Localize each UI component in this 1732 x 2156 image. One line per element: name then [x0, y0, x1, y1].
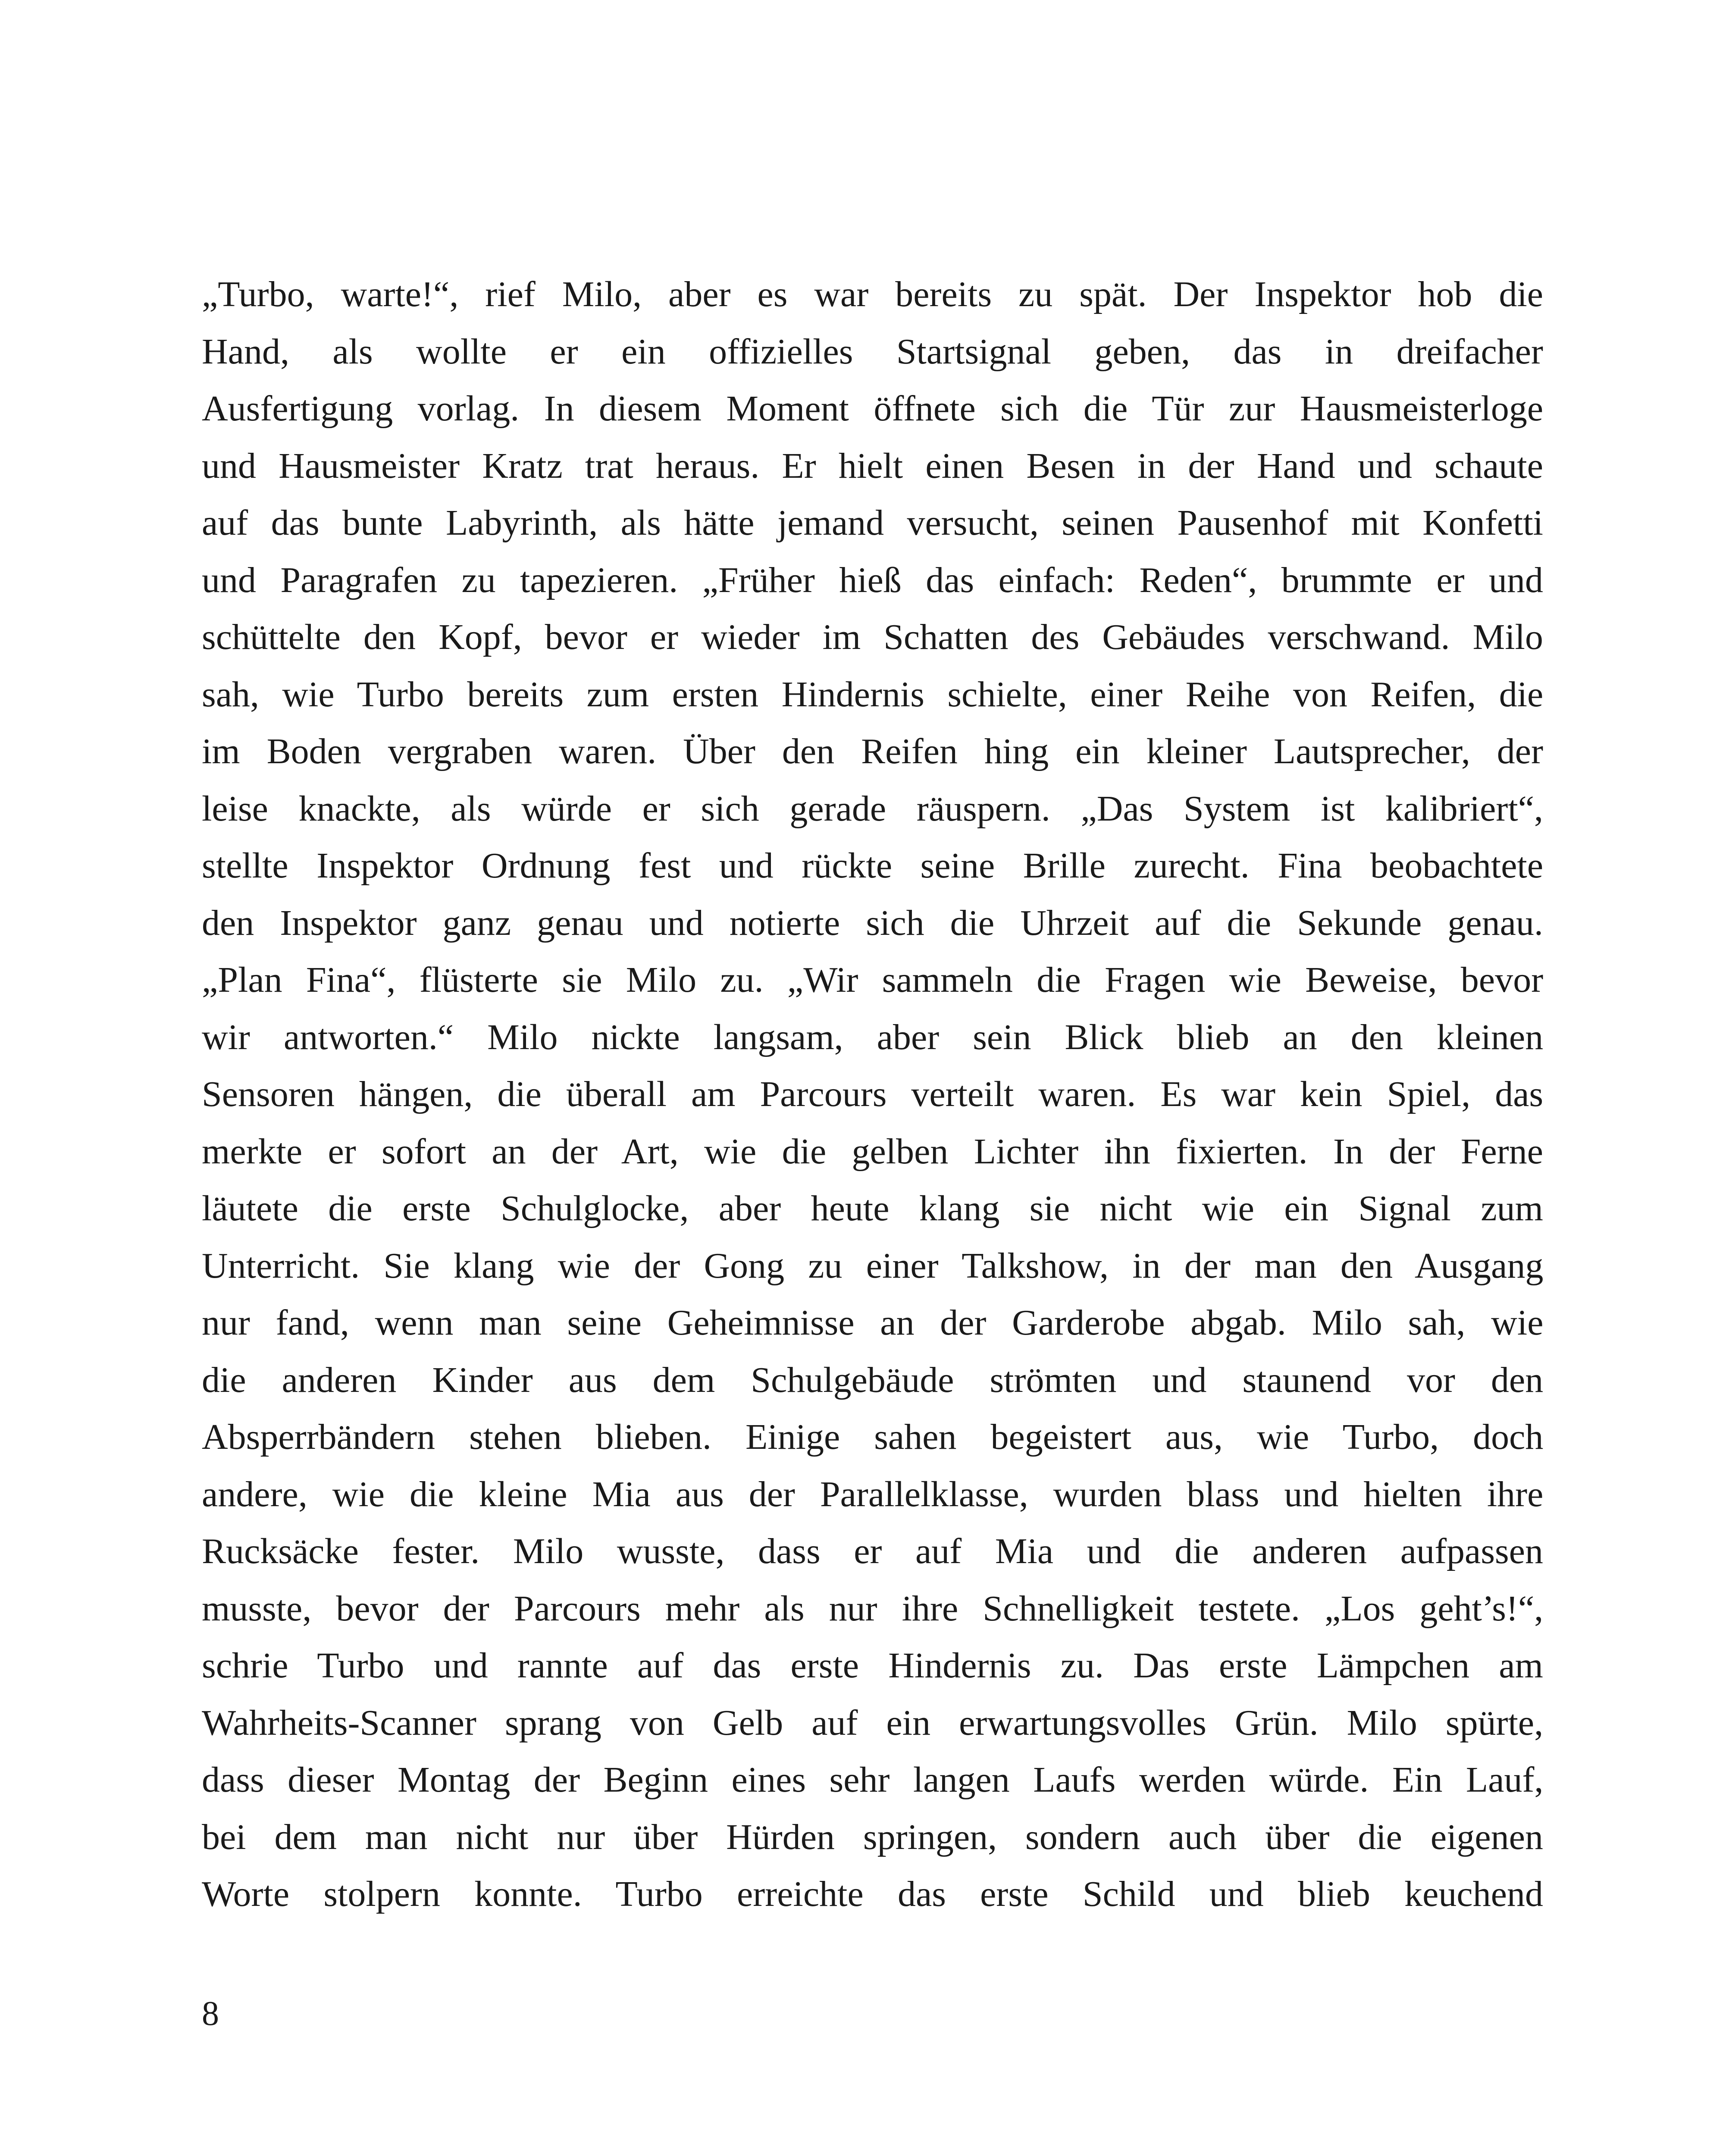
- text-line: den Inspektor ganz genau und notierte sich die Uhrzeit auf die Sekunde genau.: [202, 903, 1543, 943]
- text-line: Hand, als wollte er ein offizielles Startsignal geben, das in dreifacher: [202, 331, 1543, 372]
- text-line: und Hausmeister Kratz trat heraus. Er hielt einen Besen in der Hand und schaute: [202, 445, 1543, 486]
- text-line: schüttelte den Kopf, bevor er wieder im Schatten des Gebäudes verschwand. Milo: [202, 617, 1543, 657]
- text-line: wir antworten.“ Milo nickte langsam, aber sein Blick blieb an den kleinen: [202, 1017, 1544, 1057]
- text-line: musste, bevor der Parcours mehr als nur ihre Schnelligkeit testete. „Los geht’s!“,: [202, 1588, 1544, 1629]
- text-line: und Paragrafen zu tapezieren. „Früher hieß das einfach: Reden“, brummte er und: [202, 560, 1543, 600]
- text-line: läutete die erste Schulglocke, aber heute klang sie nicht wie ein Signal zum: [202, 1188, 1543, 1228]
- text-line: Ausfertigung vorlag. In diesem Moment öffnete sich die Tür zur Hausmeisterloge: [202, 389, 1544, 429]
- text-line: bei dem man nicht nur über Hürden springen, sondern auch über die eigenen: [202, 1817, 1543, 1857]
- text-line: merkte er sofort an der Art, wie die gelben Lichter ihn fixierten. In der Ferne: [202, 1131, 1544, 1172]
- text-line: Sensoren hängen, die überall am Parcours verteilt waren. Es war kein Spiel, das: [202, 1074, 1544, 1114]
- text-line: Rucksäcke fester. Milo wusste, dass er auf Mia und die anderen aufpassen: [202, 1531, 1543, 1571]
- text-line: nur fand, wenn man seine Geheimnisse an der Garderobe abgab. Milo sah, wie: [202, 1303, 1544, 1343]
- text-line: andere, wie die kleine Mia aus der Parallelklasse, wurden blass und hielten ihre: [202, 1474, 1544, 1514]
- text-line: die anderen Kinder aus dem Schulgebäude strömten und staunend vor den: [202, 1360, 1544, 1400]
- text-line: Absperrbändern stehen blieben. Einige sahen begeistert aus, wie Turbo, doch: [202, 1417, 1544, 1457]
- text-line: im Boden vergraben waren. Über den Reifen hing ein kleiner Lautsprecher, der: [202, 731, 1544, 771]
- text-line: sah, wie Turbo bereits zum ersten Hindernis schielte, einer Reihe von Reifen, die: [202, 674, 1544, 714]
- text-line: „Turbo, warte!“, rief Milo, aber es war bereits zu spät. Der Inspektor hob die: [202, 274, 1544, 314]
- text-line: dass dieser Montag der Beginn eines sehr langen Laufs werden würde. Ein Lauf,: [202, 1760, 1544, 1800]
- text-line: Wahrheits-Scanner sprang von Gelb auf ein erwartungsvolles Grün. Milo spürte,: [202, 1702, 1544, 1743]
- page-number: 8: [202, 1995, 219, 2033]
- body-text: [202, 266, 1543, 1923]
- text-line: leise knackte, als würde er sich gerade räuspern. „Das System ist kalibriert“,: [202, 788, 1543, 829]
- text-line: Worte stolpern konnte. Turbo erreichte das erste Schild und blieb keuchend: [202, 1874, 1543, 1914]
- text-line: schrie Turbo und rannte auf das erste Hindernis zu. Das erste Lämpchen am: [202, 1645, 1543, 1686]
- text-line: „Plan Fina“, flüsterte sie Milo zu. „Wir sammeln die Fragen wie Beweise, bevor: [202, 960, 1544, 1000]
- text-line: stellte Inspektor Ordnung fest und rückte seine Brille zurecht. Fina beobachtete: [202, 846, 1544, 886]
- text-line: Unterricht. Sie klang wie der Gong zu einer Talkshow, in der man den Ausgang: [202, 1245, 1544, 1286]
- text-line: auf das bunte Labyrinth, als hätte jemand versucht, seinen Pausenhof mit Konfetti: [202, 503, 1543, 543]
